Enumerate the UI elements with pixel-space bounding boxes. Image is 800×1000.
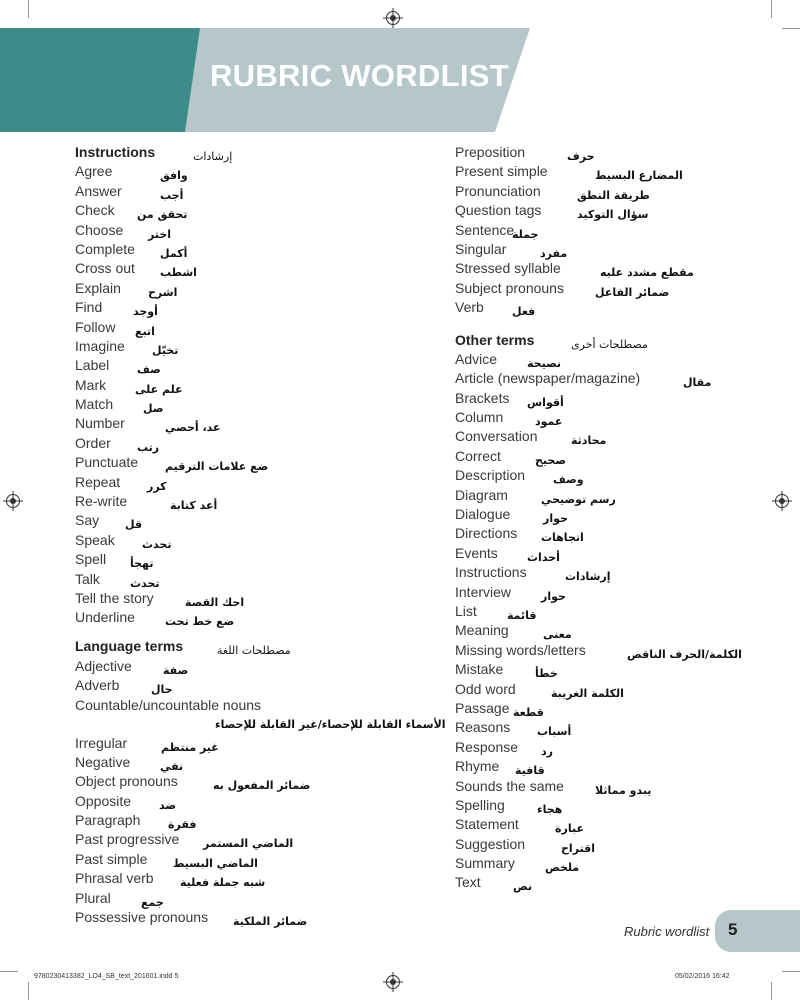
term-ar: تخيّل — [152, 343, 179, 357]
term-en: Find — [75, 299, 103, 316]
term-en: Phrasal verb — [75, 870, 154, 887]
term-ar: صحيح — [535, 453, 566, 467]
term-en: Pronunciation — [455, 182, 541, 199]
banner-dark-shape — [0, 28, 200, 132]
list-item — [455, 680, 775, 699]
term-en: Order — [75, 434, 111, 451]
wordlist-column-left — [75, 143, 446, 929]
term-ar: اشطب — [160, 266, 197, 280]
term-en: Explain — [75, 279, 121, 296]
term-ar: خطأ — [535, 667, 558, 681]
term-ar: قافية — [515, 764, 545, 778]
list-item — [75, 337, 435, 356]
term-ar: سؤال التوكيد — [577, 208, 649, 222]
term-en: Rhyme — [455, 758, 500, 775]
list-item — [75, 696, 446, 734]
crop-mark — [782, 971, 800, 972]
term-ar: المضارع البسيط — [595, 169, 683, 183]
term-ar: تحقق من — [137, 208, 188, 222]
term-ar: اتبع — [135, 324, 155, 338]
list-item — [75, 550, 435, 569]
term-en: Punctuate — [75, 454, 139, 471]
term-en: Advice — [455, 350, 498, 367]
term-en: Column — [455, 409, 504, 426]
list-item — [75, 434, 435, 453]
term-en: Question tags — [455, 202, 542, 219]
registration-mark-icon — [386, 975, 400, 989]
term-en: Choose — [75, 221, 124, 238]
list-item — [75, 531, 435, 550]
term-ar: نص — [513, 880, 533, 894]
term-en: Check — [75, 202, 115, 219]
list-item — [75, 221, 435, 240]
term-ar: مفرد — [540, 246, 568, 260]
term-en: Paragraph — [75, 812, 141, 829]
section-heading-other-terms — [455, 331, 775, 350]
list-item — [75, 753, 435, 772]
other-terms-list — [455, 350, 775, 893]
term-en: Suggestion — [455, 835, 526, 852]
term-en: Directions — [455, 525, 518, 542]
term-en: Opposite — [75, 792, 132, 809]
list-item — [455, 221, 775, 240]
term-en: Past progressive — [75, 831, 180, 848]
term-en: Irregular — [75, 734, 128, 751]
instructions-list — [75, 162, 435, 627]
term-en: Stressed syllable — [455, 260, 561, 277]
term-ar: نفي — [160, 759, 184, 773]
list-item — [455, 738, 775, 757]
list-item — [455, 182, 775, 201]
term-en: Subject pronouns — [455, 279, 564, 296]
term-en: Passage — [455, 699, 510, 716]
list-item — [75, 279, 435, 298]
term-en: Agree — [75, 163, 113, 180]
term-ar: رتب — [137, 440, 160, 454]
section-heading-language-terms — [75, 637, 435, 656]
list-item — [455, 524, 775, 543]
print-slug-file: 9780230413382_LO4_SB_text_201601.indd 5 — [34, 973, 179, 980]
crop-mark — [28, 982, 29, 1000]
term-en: Brackets — [455, 389, 510, 406]
list-item — [75, 201, 435, 220]
term-en: Odd word — [455, 680, 516, 697]
term-en: Preposition — [455, 144, 526, 160]
term-ar: تحدث — [130, 576, 160, 590]
list-item — [455, 777, 775, 796]
term-ar: قل — [125, 518, 143, 532]
term-ar: غير منتظم — [161, 740, 219, 754]
page-number: 5 — [728, 920, 738, 939]
term-en: Label — [75, 357, 110, 374]
crop-mark — [771, 982, 772, 1000]
term-ar: قائمة — [507, 608, 537, 622]
list-item — [455, 815, 775, 834]
term-en: Answer — [75, 182, 122, 199]
list-item — [455, 641, 775, 660]
list-item — [75, 889, 435, 908]
term-ar: صف — [137, 363, 161, 377]
term-en: Tell the story — [75, 589, 154, 606]
term-en: Adverb — [75, 677, 120, 694]
term-en: Plural — [75, 889, 111, 906]
term-en: Sentence — [455, 221, 515, 238]
term-ar: رد — [541, 744, 553, 758]
term-en: Countable/uncountable nouns — [75, 696, 262, 713]
term-en: Missing words/letters — [455, 641, 586, 658]
list-item — [75, 182, 435, 201]
crop-mark — [782, 28, 800, 29]
term-ar: حال — [151, 683, 173, 697]
list-item — [75, 676, 435, 695]
term-en: Present simple — [455, 163, 548, 180]
term-en: Object pronouns — [75, 773, 178, 790]
print-slug-date: 05/02/2016 16:42 — [675, 973, 730, 980]
term-en: Description — [455, 467, 526, 484]
list-item — [75, 589, 435, 608]
term-ar: الكلمة الغريبة — [551, 686, 624, 700]
term-ar: اقتراح — [561, 841, 596, 855]
term-ar: ملخص — [545, 861, 580, 875]
term-en: Dialogue — [455, 506, 511, 523]
term-ar: طريقة النطق — [577, 188, 650, 202]
term-ar: ضمائر الملكية — [233, 915, 308, 929]
list-item — [455, 718, 775, 737]
term-en: Meaning — [455, 622, 509, 639]
section-heading-en: Language terms — [75, 638, 184, 655]
term-en: Cross out — [75, 260, 135, 277]
term-ar: ضد — [159, 798, 176, 812]
section-heading-en: Instructions — [75, 144, 156, 160]
list-item — [455, 427, 775, 446]
list-item — [75, 811, 435, 830]
term-ar: حوار — [543, 512, 568, 526]
term-en: Talk — [75, 570, 100, 587]
term-en: Interview — [455, 583, 512, 600]
list-item — [455, 486, 775, 505]
term-en: Negative — [75, 753, 131, 770]
term-en: Adjective — [75, 657, 132, 674]
list-item — [455, 350, 775, 369]
footer-label: Rubric wordlist — [624, 924, 710, 939]
term-ar: الكلمة/الحرف الناقص — [627, 647, 742, 661]
term-en: Say — [75, 512, 100, 529]
term-ar: تحدث — [142, 537, 172, 551]
term-ar: عمود — [535, 415, 563, 429]
term-ar: ضع خط تحت — [165, 615, 235, 629]
list-item — [75, 492, 435, 511]
term-en: Verb — [455, 299, 484, 316]
term-ar: أسباب — [537, 725, 572, 739]
term-ar: وصف — [553, 473, 584, 487]
term-ar: عبارة — [555, 822, 584, 836]
term-ar: جملة — [512, 227, 539, 241]
list-item — [455, 835, 775, 854]
list-item — [75, 608, 435, 627]
wordlist-column-right — [455, 143, 775, 893]
list-item — [75, 453, 435, 472]
term-en: Spell — [75, 551, 107, 568]
list-item — [455, 583, 775, 602]
list-item — [75, 772, 435, 791]
term-ar: إرشادات — [565, 570, 611, 584]
term-en: Sounds the same — [455, 777, 564, 794]
term-en: Past simple — [75, 850, 148, 867]
term-en: Follow — [75, 318, 116, 335]
term-en: Events — [455, 544, 498, 561]
list-item — [455, 466, 775, 485]
section-heading-ar: مصطلحات اللغة — [217, 644, 291, 658]
list-item — [455, 621, 775, 640]
term-ar: كرر — [147, 479, 167, 493]
term-ar: حوار — [541, 589, 566, 603]
term-ar: جمع — [141, 895, 164, 909]
term-en: Complete — [75, 240, 135, 257]
term-ar: الماضي المستمر — [203, 837, 294, 851]
list-item — [455, 505, 775, 524]
term-en: Statement — [455, 816, 519, 833]
list-item — [455, 563, 775, 582]
list-item — [455, 279, 775, 298]
language-terms-list — [75, 657, 435, 696]
page-title: RUBRIC WORDLIST — [210, 58, 509, 93]
list-item — [455, 298, 775, 317]
term-en: Correct — [455, 447, 501, 464]
list-item — [455, 389, 775, 408]
term-en: Number — [75, 415, 125, 432]
registration-mark-icon — [775, 494, 789, 508]
term-ar: ضع علامات الترقيم — [165, 460, 269, 474]
list-item — [75, 511, 435, 530]
term-ar: أقواس — [527, 395, 564, 409]
term-en: Possessive pronouns — [75, 909, 209, 926]
list-item — [75, 162, 435, 181]
section-heading-ar: مصطلحات أخرى — [571, 337, 648, 351]
list-item — [455, 699, 775, 718]
term-ar: صفة — [163, 663, 189, 677]
list-item — [455, 544, 775, 563]
term-en: Mistake — [455, 661, 504, 678]
list-item — [75, 657, 435, 676]
list-item — [75, 830, 435, 849]
term-en: List — [455, 602, 477, 619]
list-item — [455, 447, 775, 466]
term-ar: ضمائر المفعول به — [213, 779, 311, 793]
list-item — [455, 259, 775, 278]
term-ar: مقطع مشدد عليه — [600, 266, 694, 280]
language-terms-list-continued — [455, 143, 775, 318]
section-heading-en: Other terms — [455, 331, 535, 348]
crop-mark — [0, 971, 18, 972]
term-ar: رسم توضيحي — [541, 492, 616, 506]
term-en: Article (newspaper/magazine) — [455, 370, 641, 387]
term-ar: اختر — [148, 227, 172, 241]
term-ar: أحداث — [527, 550, 560, 564]
list-item — [75, 298, 435, 317]
crop-mark — [771, 0, 772, 18]
term-en: Match — [75, 396, 114, 413]
language-terms-list-cont — [75, 734, 435, 928]
term-ar: الأسماء القابلة للإحصاء/غير القابلة للإحصاء — [215, 717, 446, 731]
term-ar: صل — [143, 402, 164, 416]
term-ar: الماضي البسيط — [173, 856, 258, 870]
term-en: Repeat — [75, 473, 121, 490]
term-ar: شبه جملة فعلية — [180, 876, 266, 890]
term-en: Underline — [75, 609, 135, 626]
list-item — [75, 908, 435, 927]
term-ar: نصيحة — [527, 356, 562, 370]
term-ar: أوجد — [133, 305, 158, 319]
term-ar: محادثة — [571, 434, 607, 448]
term-en: Spelling — [455, 796, 505, 813]
term-ar: ضمائر الفاعل — [595, 285, 670, 299]
term-ar: أعد كتابة — [170, 499, 218, 513]
term-ar: عد، أحصي — [165, 421, 221, 435]
list-item — [455, 854, 775, 873]
list-item — [455, 240, 775, 259]
list-item — [75, 792, 435, 811]
term-ar: معنى — [543, 628, 572, 642]
term-ar: هجاء — [537, 802, 563, 816]
term-en: Conversation — [455, 428, 538, 445]
term-ar: علم على — [135, 382, 183, 396]
term-ar: أجب — [160, 188, 184, 202]
term-en: Reasons — [455, 719, 511, 736]
term-en: Response — [455, 738, 519, 755]
term-ar: مقال — [683, 376, 712, 390]
term-ar: اشرح — [148, 285, 178, 299]
term-en: Re-write — [75, 493, 128, 510]
list-item — [455, 143, 775, 162]
list-item — [75, 356, 435, 375]
section-heading-instructions — [75, 143, 435, 162]
term-en: Diagram — [455, 486, 508, 503]
term-ar: حرف — [567, 150, 595, 163]
list-item — [455, 873, 775, 892]
list-item — [75, 570, 435, 589]
list-item — [75, 376, 435, 395]
list-item — [75, 259, 435, 278]
crop-mark — [28, 0, 29, 18]
term-ar: تهجأ — [130, 557, 154, 571]
list-item — [75, 240, 435, 259]
term-ar: فعل — [512, 305, 536, 319]
list-item — [455, 757, 775, 776]
term-en: Instructions — [455, 564, 527, 581]
list-item — [75, 395, 435, 414]
registration-mark-icon — [6, 494, 20, 508]
section-heading-ar: إرشادات — [193, 150, 233, 163]
term-en: Text — [455, 874, 481, 891]
list-item — [75, 734, 435, 753]
term-ar: اتجاهات — [541, 531, 584, 545]
term-ar: فقرة — [168, 818, 197, 832]
list-item — [75, 318, 435, 337]
list-item — [455, 660, 775, 679]
list-item — [455, 201, 775, 220]
term-ar: يبدو مماثلا — [595, 783, 652, 797]
term-en: Singular — [455, 240, 507, 257]
list-item — [75, 473, 435, 492]
list-item — [455, 602, 775, 621]
list-item — [455, 796, 775, 815]
term-en: Summary — [455, 855, 515, 872]
list-item — [75, 869, 435, 888]
term-ar: احك القصة — [185, 595, 245, 609]
term-en: Speak — [75, 531, 115, 548]
list-item — [75, 850, 435, 869]
term-en: Mark — [75, 376, 107, 393]
list-item — [455, 162, 775, 181]
term-ar: أكمل — [160, 246, 188, 260]
registration-mark-icon — [386, 11, 400, 25]
term-ar: قطعة — [513, 705, 544, 719]
list-item — [75, 414, 435, 433]
list-item — [455, 408, 775, 427]
list-item — [455, 369, 775, 388]
term-ar: وافق — [160, 169, 188, 183]
term-en: Imagine — [75, 337, 125, 354]
